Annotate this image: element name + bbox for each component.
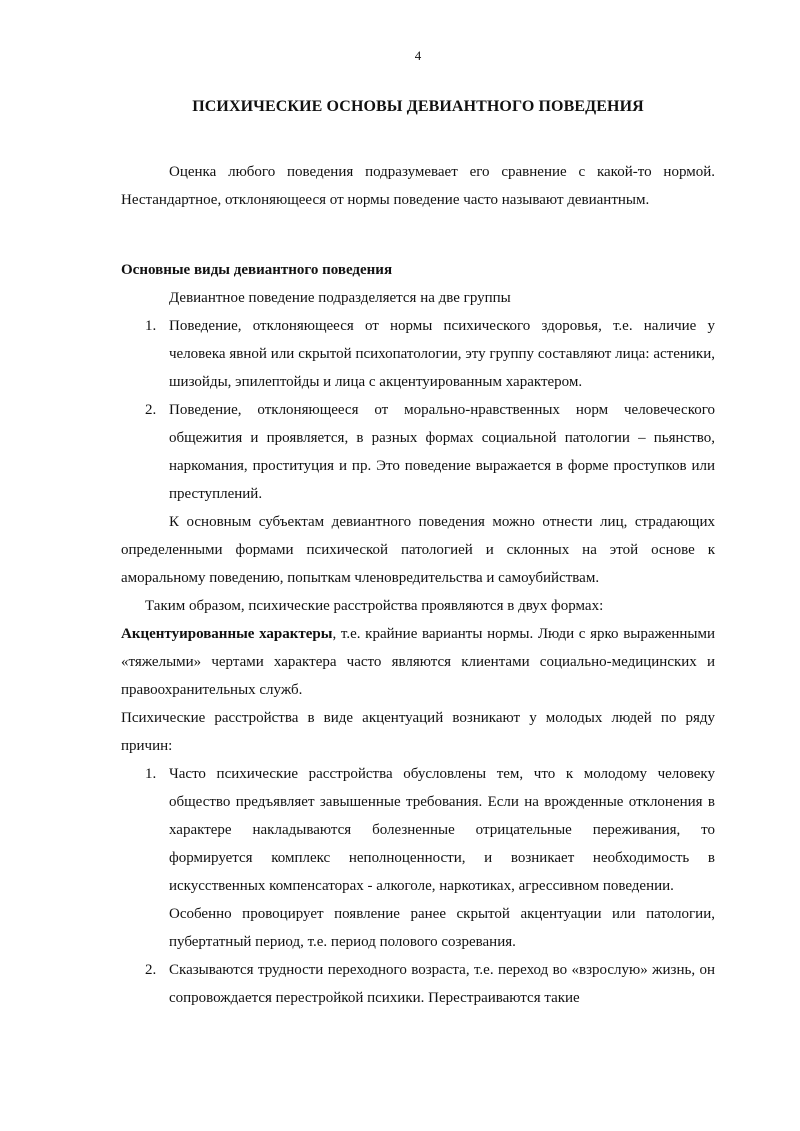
subjects-paragraph: К основным субъектам девиантного поведения можно отнести лиц, страдающих определенными формами психической патологией и склонных на этой основе к аморальному поведению, попыткам членовредительства и самоубийствам.: [121, 514, 715, 586]
groups-list: [121, 312, 715, 508]
document-page: [121, 0, 715, 1131]
list-number: 2.: [145, 962, 157, 978]
reasons-paragraph: Психические расстройства в виде акцентуаций возникают у молодых людей по ряду причин:: [121, 710, 715, 754]
spacer: [121, 242, 715, 256]
list-item-text: Поведение, отклоняющееся от морально-нравственных норм человеческого общежития и проявляется, в разных формах социальной патологии – пьянство, наркомания, проституция и пр. Это поведение выражается в форме проступков или преступлений.: [169, 402, 715, 502]
list-item-extra-text: Особенно провоцирует появление ранее скрытой акцентуации или патологии, пубертатный период, т.е. период полового созревания.: [169, 906, 715, 950]
list-item-text: Сказываются трудности переходного возраста, т.е. переход во «взрослую» жизнь, он сопровождается перестройкой психики. Перестраиваются такие: [169, 962, 715, 1006]
list-item-text: Поведение, отклоняющееся от нормы психического здоровья, т.е. наличие у человека явной или скрытой психопатологии, эту группу составляют лица: астеники, шизойды, эпилептойды и лица с акцентуированным характером.: [169, 318, 715, 390]
accent-definition: , т.е. крайние варианты нормы. Люди с ярко выраженными «тяжелыми» чертами характера часто являются клиентами социально-медицинских и правоохранительных служб.: [121, 626, 716, 698]
groups-intro-paragraph: Девиантное поведение подразделяется на две группы: [169, 290, 511, 306]
list-number: 2.: [145, 402, 157, 418]
page-number: 4: [414, 48, 422, 63]
forms-paragraph: Таким образом, психические расстройства проявляются в двух формах:: [145, 598, 604, 614]
document-body: [121, 158, 715, 1012]
page-title: ПСИХИЧЕСКИЕ ОСНОВЫ ДЕВИАНТНОГО ПОВЕДЕНИЯ: [192, 98, 644, 115]
reasons-list: [121, 760, 715, 1012]
accent-term: Акцентуированные характеры: [121, 626, 333, 642]
list-item: [121, 956, 715, 1012]
accent-paragraph: [121, 620, 715, 704]
list-number: 1.: [145, 318, 157, 334]
list-item: [121, 396, 715, 508]
list-item: [121, 760, 715, 956]
list-item: [121, 312, 715, 396]
section-heading: Основные виды девиантного поведения: [121, 262, 393, 278]
list-number: 1.: [145, 766, 157, 782]
intro-paragraph: Оценка любого поведения подразумевает его сравнение с какой-то нормой. Нестандартное, отклоняющееся от нормы поведение часто называют девиантным.: [121, 164, 715, 208]
spacer: [121, 214, 715, 242]
list-item-text: Часто психические расстройства обусловлены тем, что к молодому человеку общество предъявляет завышенные требования. Если на врожденные отклонения в характере накладываются болезненные отрицательные переживания, то формируется комплекс неполноценности, и возникает необходимость в искусственных компенсаторах - алкоголе, наркотиках, агрессивном поведении.: [169, 766, 715, 894]
